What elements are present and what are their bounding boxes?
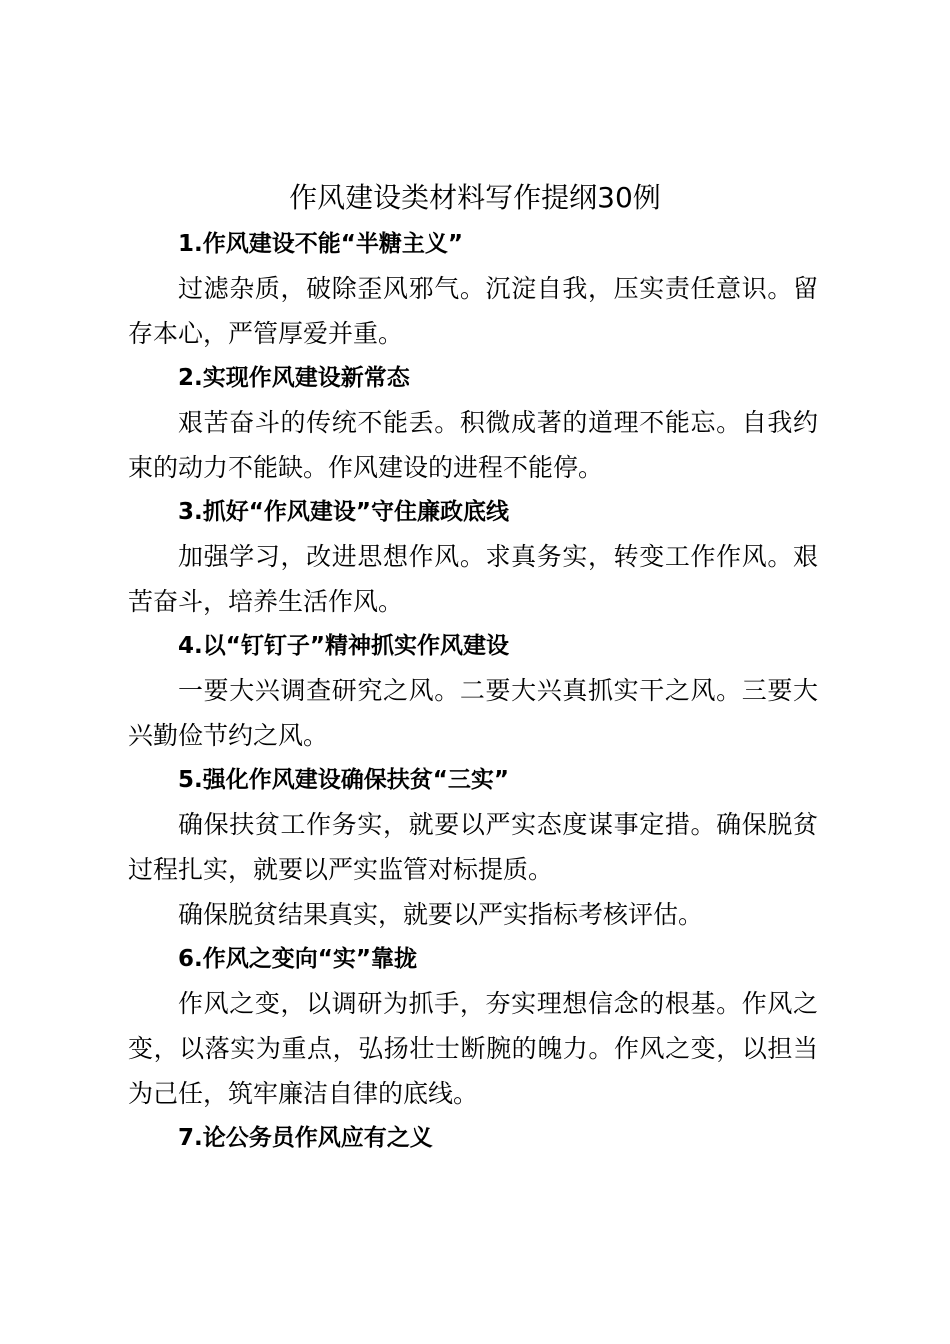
section-paragraph: 过滤杂质，破除歪风邪气。沉淀自我，压实责任意识。留存本心，严管厚爱并重。 [128, 274, 818, 348]
section-heading: 3.抓好“作风建设”守住廉政底线 [178, 499, 509, 525]
document-title: 作风建设类材料写作提纲30例 [289, 181, 661, 214]
section-2 [128, 356, 818, 490]
section-heading: 2.实现作风建设新常态 [178, 365, 410, 391]
section-heading: 4.以“钉钉子”精神抓实作风建设 [178, 633, 509, 659]
document-body [128, 222, 818, 1160]
section-paragraph: 艰苦奋斗的传统不能丢。积微成著的道理不能忘。自我约束的动力不能缺。作风建设的进程不能停。 [128, 408, 818, 482]
section-heading: 6.作风之变向“实”靠拢 [178, 946, 417, 972]
section-paragraph: 作风之变，以调研为抓手，夯实理想信念的根基。作风之变，以落实为重点，弘扬壮士断腕的魄力。作风之变，以担当为己任，筑牢廉洁自律的底线。 [128, 989, 818, 1108]
section-6 [128, 937, 818, 1116]
section-heading: 1.作风建设不能“半糖主义” [178, 231, 463, 257]
section-5 [128, 758, 818, 937]
section-3 [128, 490, 818, 624]
section-heading: 7.论公务员作风应有之义 [178, 1125, 433, 1151]
section-paragraph: 一要大兴调查研究之风。二要大兴真抓实干之风。三要大兴勤俭节约之风。 [128, 676, 818, 750]
section-heading: 5.强化作风建设确保扶贫“三实” [178, 767, 509, 793]
section-1 [128, 222, 818, 356]
section-7 [128, 1116, 818, 1160]
section-4 [128, 624, 818, 758]
section-paragraph: 加强学习，改进思想作风。求真务实，转变工作作风。艰苦奋斗，培养生活作风。 [128, 542, 818, 616]
section-paragraph: 确保扶贫工作务实，就要以严实态度谋事定措。确保脱贫过程扎实，就要以严实监管对标提质。 [128, 810, 818, 884]
section-paragraph: 确保脱贫结果真实，就要以严实指标考核评估。 [178, 900, 704, 929]
